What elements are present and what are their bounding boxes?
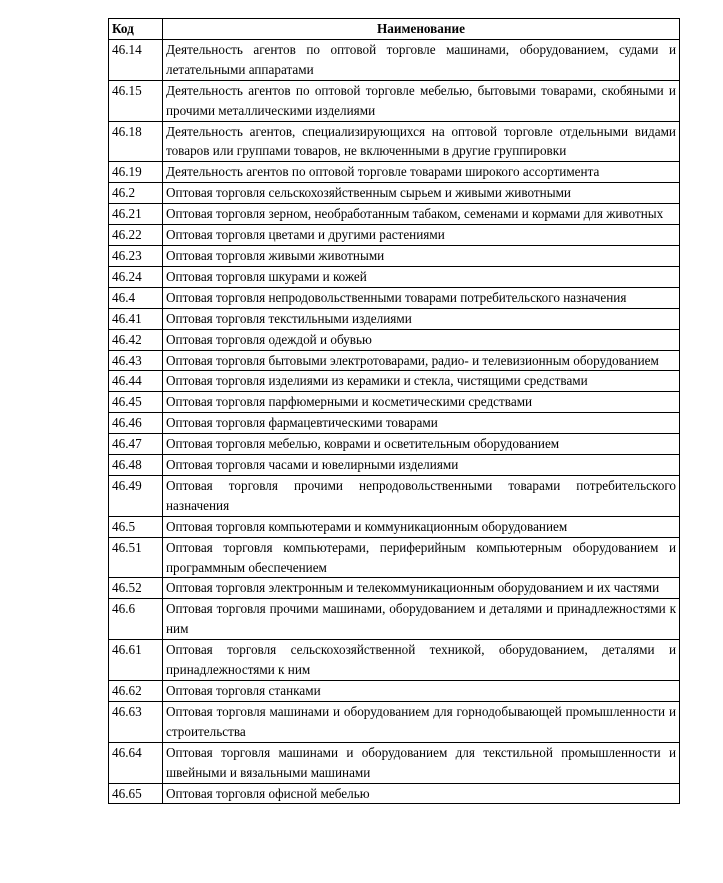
- header-name: Наименование: [163, 19, 680, 40]
- table-row: [109, 516, 680, 537]
- table-row: [109, 742, 680, 783]
- row-code: 46.47: [109, 434, 163, 455]
- row-name: Деятельность агентов по оптовой торговле товарами широкого ассортимента: [163, 162, 680, 183]
- table-row: [109, 434, 680, 455]
- table-row: [109, 39, 680, 80]
- row-name: Оптовая торговля машинами и оборудованием для горнодобывающей промышленности и строительства: [163, 701, 680, 742]
- row-name: Оптовая торговля компьютерами и коммуникационным оборудованием: [163, 516, 680, 537]
- row-code: 46.44: [109, 371, 163, 392]
- table-row: [109, 121, 680, 162]
- row-name: Оптовая торговля сельскохозяйственным сырьем и живыми животными: [163, 183, 680, 204]
- row-name: Оптовая торговля цветами и другими растениями: [163, 225, 680, 246]
- okved-codes-table: [108, 18, 680, 804]
- row-name: Оптовая торговля часами и ювелирными изделиями: [163, 455, 680, 476]
- row-name: Оптовая торговля зерном, необработанным табаком, семенами и кормами для животных: [163, 204, 680, 225]
- table-row: [109, 640, 680, 681]
- row-code: 46.18: [109, 121, 163, 162]
- table-row: [109, 329, 680, 350]
- row-code: 46.45: [109, 392, 163, 413]
- table-row: [109, 783, 680, 804]
- row-name: Оптовая торговля электронным и телекоммуникационным оборудованием и их частями: [163, 578, 680, 599]
- row-code: 46.21: [109, 204, 163, 225]
- row-code: 46.5: [109, 516, 163, 537]
- row-code: 46.23: [109, 245, 163, 266]
- row-code: 46.52: [109, 578, 163, 599]
- row-code: 46.2: [109, 183, 163, 204]
- row-code: 46.24: [109, 266, 163, 287]
- table-row: [109, 183, 680, 204]
- row-name: Оптовая торговля мебелью, коврами и осветительным оборудованием: [163, 434, 680, 455]
- row-name: Оптовая торговля сельскохозяйственной техникой, оборудованием, деталями и принадлежностями к ним: [163, 640, 680, 681]
- row-name: Оптовая торговля живыми животными: [163, 245, 680, 266]
- row-code: 46.15: [109, 80, 163, 121]
- row-code: 46.61: [109, 640, 163, 681]
- row-name: Деятельность агентов, специализирующихся на оптовой торговле отдельными видами товаров или группами товаров, не включенными в другие группировки: [163, 121, 680, 162]
- row-name: Оптовая торговля фармацевтическими товарами: [163, 413, 680, 434]
- table-row: [109, 80, 680, 121]
- row-code: 46.49: [109, 475, 163, 516]
- table-row: [109, 287, 680, 308]
- table-row: [109, 455, 680, 476]
- row-code: 46.65: [109, 783, 163, 804]
- row-code: 46.22: [109, 225, 163, 246]
- row-name: Оптовая торговля изделиями из керамики и стекла, чистящими средствами: [163, 371, 680, 392]
- table-row: [109, 578, 680, 599]
- row-code: 46.19: [109, 162, 163, 183]
- table-row: [109, 350, 680, 371]
- row-name: Деятельность агентов по оптовой торговле машинами, оборудованием, судами и летательными аппаратами: [163, 39, 680, 80]
- row-name: Деятельность агентов по оптовой торговле мебелью, бытовыми товарами, скобяными и прочими металлическими изделиями: [163, 80, 680, 121]
- row-name: Оптовая торговля текстильными изделиями: [163, 308, 680, 329]
- row-name: Оптовая торговля парфюмерными и косметическими средствами: [163, 392, 680, 413]
- table-row: [109, 413, 680, 434]
- row-code: 46.62: [109, 681, 163, 702]
- row-name: Оптовая торговля станками: [163, 681, 680, 702]
- row-code: 46.64: [109, 742, 163, 783]
- table-row: [109, 681, 680, 702]
- row-code: 46.42: [109, 329, 163, 350]
- row-code: 46.41: [109, 308, 163, 329]
- row-name: Оптовая торговля шкурами и кожей: [163, 266, 680, 287]
- row-code: 46.51: [109, 537, 163, 578]
- table-row: [109, 599, 680, 640]
- row-name: Оптовая торговля одеждой и обувью: [163, 329, 680, 350]
- row-name: Оптовая торговля офисной мебелью: [163, 783, 680, 804]
- row-code: 46.14: [109, 39, 163, 80]
- row-name: Оптовая торговля бытовыми электротоварами, радио- и телевизионным оборудованием: [163, 350, 680, 371]
- row-name: Оптовая торговля прочими непродовольственными товарами потребительского назначения: [163, 475, 680, 516]
- row-name: Оптовая торговля компьютерами, периферийным компьютерным оборудованием и программным обеспечением: [163, 537, 680, 578]
- table-row: [109, 162, 680, 183]
- table-row: [109, 701, 680, 742]
- table-body: [109, 39, 680, 804]
- row-code: 46.63: [109, 701, 163, 742]
- row-code: 46.48: [109, 455, 163, 476]
- row-name: Оптовая торговля прочими машинами, оборудованием и деталями и принадлежностями к ним: [163, 599, 680, 640]
- table-row: [109, 537, 680, 578]
- table-row: [109, 308, 680, 329]
- row-code: 46.4: [109, 287, 163, 308]
- header-code: Код: [109, 19, 163, 40]
- table-row: [109, 392, 680, 413]
- table-header-row: [109, 19, 680, 40]
- table-row: [109, 475, 680, 516]
- table-row: [109, 245, 680, 266]
- row-name: Оптовая торговля непродовольственными товарами потребительского назначения: [163, 287, 680, 308]
- row-code: 46.6: [109, 599, 163, 640]
- table-row: [109, 204, 680, 225]
- table-row: [109, 371, 680, 392]
- table-row: [109, 266, 680, 287]
- row-code: 46.43: [109, 350, 163, 371]
- row-code: 46.46: [109, 413, 163, 434]
- table-row: [109, 225, 680, 246]
- row-name: Оптовая торговля машинами и оборудованием для текстильной промышленности и швейными и вязальными машинами: [163, 742, 680, 783]
